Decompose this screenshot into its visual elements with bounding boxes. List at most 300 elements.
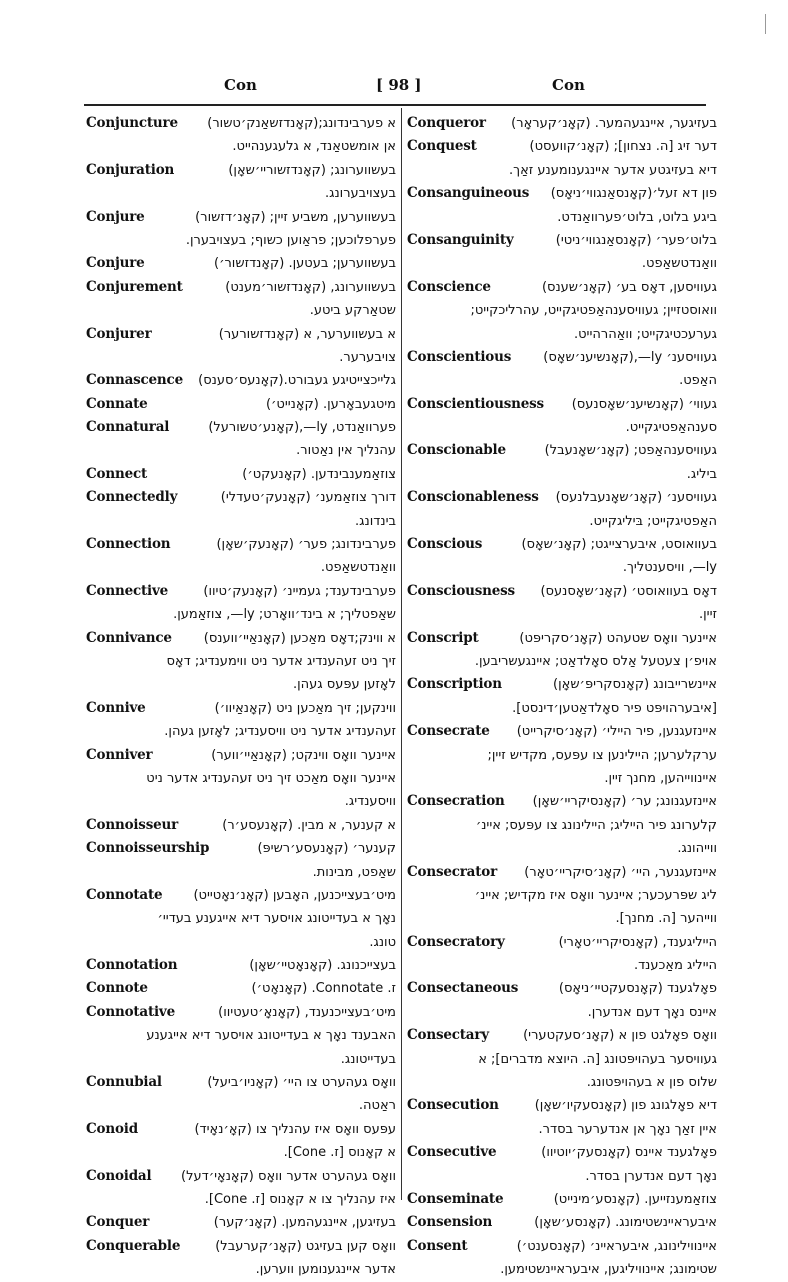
entry-line [407,884,717,907]
dictionary-entry [86,884,396,954]
dictionary-entry [407,346,717,393]
entry-definition: איינשרייבונג (קאָנסקריפּ׳שאָן) [553,677,717,693]
entry-definition: ווייהונג. [677,841,717,857]
entry-definition: נאָך דעם אנדערן בסדר. [585,1168,717,1184]
entry-headword: Connotate [86,886,163,903]
dictionary-entry [86,1211,396,1234]
entry-definition: בעזיגען, איינגעהמען. (קאָנ׳קער) [213,1215,396,1231]
entry-definition: עהנליך אין נאַטור. [296,443,396,459]
entry-line [86,1141,396,1164]
dictionary-entry [407,977,717,1024]
entry-line [86,556,396,579]
entry-definition: לאָזען עפּעס געהן. [292,677,396,693]
entry-line [407,1165,717,1188]
entry-headword: Conquer [86,1214,150,1231]
dictionary-entry [407,931,717,978]
entry-definition: איז עהנליך צו א קאָנוס [ז. Cone]. [204,1191,396,1207]
entry-headword: Conjure [86,255,145,272]
entry-definition: פערפלוכען; פראַוען כשוף; בעצויבערן. [185,232,396,248]
entry-definition: קלערונג פיר הייליג; היילינונג צו עפּעס; איינ׳ [475,817,717,833]
entry-line [407,510,717,533]
header-page-number: [ 98 ] [376,76,422,94]
entry-definition: דיא פאָלגונג פון (קאָנסעקיו׳שאָן) [534,1098,717,1114]
entry-definition: האַפטיגקייט; בּיליגקייט. [589,513,717,529]
entry-headword: Connectedly [86,489,178,506]
dictionary-entry [86,627,396,697]
entry-definition: קענער׳ (קאָנעסע׳רשיפּ) [257,841,396,857]
entry-definition: איינס נאָך דעם אנדערן. [587,1004,717,1020]
entry-definition: איבעראיינשטימונג. (קאָנסע׳שאָן) [534,1215,717,1231]
entry-definition: איינווילינונג, איבעראיינ׳ (קאָנסענט׳) [516,1238,717,1254]
entry-line [86,346,396,369]
entry-line [407,393,717,416]
entry-line [407,1235,717,1258]
dictionary-entry [86,1001,396,1071]
entry-line [407,486,717,509]
entry-definition: וואָס קען בעזיגט (קאָנ׳קערעבל) [215,1238,396,1254]
entry-line [86,650,396,673]
entry-line [407,977,717,1000]
entry-line [407,112,717,135]
entry-headword: Consecrate [407,723,490,740]
page-edge-mark [765,14,766,34]
entry-line [407,580,717,603]
entry-headword: Conquest [407,138,477,155]
entry-headword: Consectaneous [407,980,519,997]
dictionary-entry [407,1235,717,1282]
entry-definition: בעוואוסט, איבערצייגט; (קאָנ׳שאָס) [521,537,717,553]
entry-headword: Conscious [407,536,483,553]
entry-headword: Conniver [86,746,153,763]
entry-definition: גערעכטיגקייט; וואַהרהייט. [574,326,717,342]
entry-headword: Conjurement [86,278,183,295]
entry-line [86,977,396,1000]
entry-definition: בעשווערען, משביע זיין; (קאָנ׳דזשור) [195,209,396,225]
dictionary-entry [86,814,396,837]
dictionary-entry [86,206,396,253]
entry-headword: Consectary [407,1027,489,1044]
entry-definition: איינער וואָס מאַכט זיך ניט זעהענדיג אדער ניט [146,770,396,786]
dictionary-entry [407,182,717,229]
entry-definition: בעשווערען; בעטען. (קאָנדזשור׳) [214,256,396,272]
entry-line [407,276,717,299]
dictionary-entry [407,627,717,674]
entry-headword: Consanguinity [407,231,514,248]
entry-definition: פערבינדונג; פער׳ (קאָנעק׳שאָן) [216,537,396,553]
entry-definition: זיך ניט זעהענדיג אדער ניט ווימענדיג; דאָס [166,653,396,669]
dictionary-entry [407,276,717,346]
entry-line [407,627,717,650]
entry-headword: Conscription [407,676,502,693]
entry-line [86,720,396,743]
entry-line [407,206,717,229]
entry-line [407,767,717,790]
entry-line [86,1235,396,1258]
entry-headword: Conscionableness [407,489,539,506]
entry-definition: פערבינדענד; געמיינ׳ (קאָנעק׳טיוו) [203,583,396,599]
entry-definition: מיט׳בעצייכנען, האָבען (קאָנ׳נאָטייט) [193,887,396,903]
dictionary-entry [407,1141,717,1188]
dictionary-entry [86,112,396,159]
entry-definition: צויבערער. [339,349,396,365]
dictionary-entry [407,1024,717,1094]
column-divider [401,108,402,1200]
entry-definition: גלייכצייטיגע געבורט.(קאָנעס׳סענס) [198,373,396,389]
entry-line [86,533,396,556]
entry-headword: Connotative [86,1003,175,1020]
dictionary-entry [407,393,717,440]
entry-definition: פון דא זעל׳(קאָנסאַנגווי׳ניאָס) [550,186,717,202]
dictionary-entry [86,533,396,580]
entry-definition: שלוס פון א בעהויפּטונג. [586,1075,717,1091]
dictionary-entry [86,977,396,1000]
entry-definition: דאָס בעוואוסט׳ (קאָנ׳שאָסנעס) [540,583,717,599]
entry-definition: וואָס פאָלגט פון א (קאָנ׳סעקטערי) [523,1028,717,1044]
entry-definition: בינדונג. [355,513,396,529]
entry-line [86,159,396,182]
entry-definition: וואוסטזיין; געוויסענהאַפטיגקייט, עהרליכקייט; [470,303,717,319]
entry-line [86,954,396,977]
entry-headword: Connect [86,465,148,482]
entry-line [407,954,717,977]
entry-line [407,323,717,346]
entry-definition: בעצייכנונג. (קאָנאָטיי׳שאָן) [249,958,396,974]
entry-definition: מיטגעבאָרען. (קאָנייט׳) [265,396,396,412]
entry-line [86,276,396,299]
entry-line [407,837,717,860]
entry-line [407,229,717,252]
entry-definition: דיא בעזיגטע אדער איינגענומענע זאַך. [508,162,717,178]
entry-line [86,463,396,486]
entry-definition: ביגע בלוט, בלוט׳פערוואַנדט. [557,209,717,225]
dictionary-entry [407,439,717,486]
dictionary-entry [86,744,396,814]
entry-line [86,486,396,509]
entry-definition: זעהענדיג אדער ניט וויסענדיג; לאָזען געהן. [164,724,396,740]
entry-headword: Conoid [86,1120,138,1137]
entry-line [407,1094,717,1117]
entry-line [407,533,717,556]
entry-definition: פערוואַנדט, ly—,(קאָנע׳טשורעל) [208,420,396,436]
entry-definition: געוויסענהאַפט; (קאָנ׳שאָנעבל) [544,443,717,459]
entry-line [86,112,396,135]
entry-line [407,720,717,743]
entry-line [86,182,396,205]
entry-headword: Conquerable [86,1237,181,1254]
dictionary-entry [407,112,717,135]
entry-headword: Consension [407,1214,493,1231]
entry-line [407,416,717,439]
dictionary-entry [407,135,717,182]
entry-definition: ly—, וויסענטליך. [622,560,717,576]
entry-headword: Consecution [407,1097,499,1114]
entry-line [407,346,717,369]
entry-line [86,837,396,860]
entry-definition: הייליגענד, (קאָנסיקריי׳טאָרי) [558,934,717,950]
dictionary-entry [407,1094,717,1141]
entry-line [86,627,396,650]
entry-headword: Conscript [407,629,479,646]
entry-line [407,252,717,275]
entry-line [86,767,396,790]
entry-line [407,182,717,205]
dictionary-entry [86,252,396,275]
entry-line [86,1024,396,1047]
dictionary-entry [86,463,396,486]
entry-line [407,439,717,462]
entry-line [407,299,717,322]
entry-line [407,369,717,392]
entry-line [407,931,717,954]
entry-headword: Connate [86,395,148,412]
entry-definition: איין זאַך נאָך אן אנדערער בסדר. [538,1121,717,1137]
dictionary-entry [86,1235,396,1282]
entry-definition: מיט׳בעצייכנענד, (קאָנאָ׳טעטיוו) [218,1004,396,1020]
dictionary-entry [86,323,396,370]
entry-line [86,369,396,392]
dictionary-entry [86,1118,396,1165]
entry-headword: Conjure [86,208,145,225]
dictionary-entry [407,861,717,931]
entry-line [407,1118,717,1141]
entry-headword: Connote [86,980,148,997]
entry-line [86,1001,396,1024]
dictionary-entry [86,276,396,323]
entry-headword: Consecratory [407,933,505,950]
entry-line [407,861,717,884]
entry-line [86,673,396,696]
entry-line [86,861,396,884]
entry-headword: Connection [86,536,171,553]
entry-headword: Conjurer [86,325,152,342]
entry-definition: בעשווערונג, (קאָנדזשור׳מענט) [225,279,396,295]
entry-line [407,463,717,486]
dictionary-entry [86,580,396,627]
entry-line [407,1024,717,1047]
dictionary-entry [86,1165,396,1212]
dictionary-entry [86,1071,396,1118]
entry-definition: א קענער, א מבין. (קאָנעסע׳ר) [222,817,396,833]
dictionary-entry [407,673,717,720]
entry-line [86,907,396,930]
entry-definition: א פערבינדונג;(קאָנדזשאַנק׳טשור) [207,116,396,131]
entry-definition: א ווינק;דאָס מאַכען (קאָנאַיי׳ווענס) [203,630,396,646]
entry-headword: Conseminate [407,1190,504,1207]
entry-line [407,1211,717,1234]
entry-definition: בעזיגער, איינגעהמער. (קאָנ׳קעראָר) [511,116,717,131]
entry-line [86,1258,396,1281]
entry-line [86,1165,396,1188]
entry-definition: בעשווערונג; (קאָנדזשוריי׳שאָן) [228,162,396,178]
dictionary-entry [407,486,717,533]
entry-definition: איינווייהען, מחנך זיין. [604,770,717,786]
entry-headword: Connive [86,699,146,716]
entry-headword: Connoisseurship [86,840,210,857]
entry-definition: שאַפטליך; א בינד׳וואָרט; ly—, צוזאַמען. [173,607,396,623]
entry-line [86,416,396,439]
dictionary-entry [86,369,396,392]
entry-line [407,1001,717,1024]
entry-definition: וואָס געהערט אדער וואָס (קאָנאָי׳דעל) [181,1168,396,1184]
entry-line [407,744,717,767]
entry-line [407,814,717,837]
entry-definition: איינזעגנונג; ער׳ (קאָנסיקריי׳שאָן) [532,794,717,810]
dictionary-entry [407,790,717,860]
entry-line [407,1071,717,1094]
header-rule [84,104,706,106]
entry-headword: Consent [407,1237,468,1254]
entry-headword: Connivance [86,629,172,646]
entry-definition: געוויסענ׳ (קאָנ׳שאָנעבלנעס) [555,490,717,506]
left-column [86,112,396,1282]
dictionary-entry [86,697,396,744]
header-left-guide-word: Con [224,76,257,94]
entry-definition: האַפט. [679,373,717,389]
entry-definition: פאָלגענד איינס (קאָנסעק׳יוטיוו) [541,1145,717,1161]
entry-definition: ביליג. [686,466,717,482]
entry-headword: Consecration [407,793,505,810]
entry-headword: Consecutive [407,1144,497,1161]
dictionary-entry [407,1211,717,1234]
entry-headword: Conjuration [86,161,175,178]
entry-headword: Conscionable [407,442,506,459]
entry-definition: צוזאַמענזייען. (קאָנסע׳מינייט) [553,1191,717,1207]
entry-definition: אויפ׳ן צעטעל אַלס סאָלדאַט; איינגעשריבען. [474,653,717,669]
entry-headword: Connubial [86,1074,162,1091]
dictionary-entry [407,1188,717,1211]
dictionary-entry [407,229,717,276]
entry-headword: Connatural [86,419,170,436]
entry-line [407,135,717,158]
entry-line [407,1048,717,1071]
entry-definition: ראַטה. [358,1098,396,1114]
dictionary-entry [407,720,717,790]
entry-line [86,299,396,322]
entry-line [407,1188,717,1211]
entry-line [86,1118,396,1141]
entry-definition: בעדייטונג. [340,1051,396,1067]
entry-line [86,323,396,346]
entry-definition: געוויסען, דאָס בע׳ (קאָנ׳שענס) [541,279,717,295]
entry-headword: Conoidal [86,1167,152,1184]
entry-definition: בעצויבערונג. [324,186,396,202]
entry-headword: Connotation [86,957,178,974]
entry-headword: Connoisseur [86,816,179,833]
entry-definition: בלוט׳פער׳ (קאָנסאַנגווי׳ניטי) [555,232,717,248]
entry-line [86,1048,396,1071]
dictionary-entry [86,393,396,416]
entry-definition: וואַנדטשאַפט. [320,560,396,576]
entry-definition: וויסענדיג. [344,794,396,810]
entry-line [86,697,396,720]
entry-definition: צוזאַמענבינדען. (קאָנעקט׳) [242,466,396,482]
entry-line [86,814,396,837]
entry-definition: איינזעגנען, פיר היילי׳ (קאָנ׳סיקרייט) [516,724,717,740]
entry-definition: ליג שפּרעכער; איינער וואָס איז מקדיש; איינ׳ [474,887,717,903]
entry-definition: סענהאַפטיגקייט. [625,420,717,436]
entry-definition: זיין. [699,607,717,623]
dictionary-entry [407,580,717,627]
entry-line [407,159,717,182]
entry-headword: Consecrator [407,863,497,880]
entry-headword: Connascence [86,372,183,389]
header-right-guide-word: Con [552,76,585,94]
entry-line [86,1071,396,1094]
entry-definition: ווינקען; זיך מאַכען ניט (קאָנאַיוו׳) [214,700,396,716]
entry-definition: דורך צוזאַמענ׳ (קאָנעק׳טעדלי) [220,490,396,506]
entry-line [407,790,717,813]
entry-definition: שטאַרקע ביטע. [309,303,396,319]
entry-definition: ערקלערען; היילינען צו עפּעס, מקדיש זיין; [487,747,717,763]
entry-line [86,1188,396,1211]
entry-line [86,1094,396,1117]
entry-definition: געוויסער בעהויפּטונג [ה. היוצא מדברים]; א [478,1051,717,1067]
entry-line [407,603,717,626]
dictionary-entry [86,954,396,977]
entry-line [86,580,396,603]
entry-definition: אן אומשטאַנד, א גלעגענהייט. [232,139,396,155]
entry-definition: טונג. [369,934,396,950]
entry-line [86,252,396,275]
entry-line [86,439,396,462]
entry-headword: Consanguineous [407,185,530,202]
entry-line [407,697,717,720]
dictionary-entry [86,416,396,463]
dictionary-entry [86,486,396,533]
entry-definition: האבענד נאָך א בעדייטונג אויסער דיא אייגענע [146,1028,396,1044]
entry-line [86,1211,396,1234]
entry-line [86,135,396,158]
entry-definition: געווי׳ (קאָנשיענ׳שאָסנעס) [571,396,717,412]
entry-definition: הייליג מאַכענד. [633,958,717,974]
page-header [90,76,700,102]
entry-line [407,650,717,673]
entry-line [407,673,717,696]
entry-line [86,206,396,229]
entry-definition: שטימונג; איינוויליגען, איבעראיינשטימען. [500,1262,717,1278]
entry-definition: איינער וואָס שטעהט (קאָנ׳סקריפּט) [519,630,717,646]
entry-line [86,603,396,626]
entry-line [86,790,396,813]
entry-definition: פאָלגענד (קאָנסעקטיי׳ניאָס) [558,981,717,997]
entry-line [407,907,717,930]
dictionary-entry [407,533,717,580]
entry-definition: שאַפט, מבינות. [312,864,396,880]
entry-definition: ז. Connotate. (קאָנאָט׳) [251,981,396,997]
entry-definition: [איבערהויפּט פיר סאָלדאַטען׳דינסט]. [512,700,717,716]
entry-line [86,510,396,533]
entry-definition: עפּעס וואָס איז עהנליך צו (קאָ׳נאָיד) [194,1121,396,1137]
entry-line [407,1258,717,1281]
right-column [407,112,717,1282]
entry-definition: נאָך א בעדייטונג אויסער דיא אייגענע בעדיי׳ [157,911,396,927]
entry-definition: איינער וואָס ווינקט; (קאָנאַיי׳ווער) [211,747,396,763]
entry-definition: געוויסענ׳ ly—,(קאָנשיענ׳שאָס) [543,349,717,365]
entry-definition: א בעשווערער, א (קאָנדזשורער) [218,326,396,342]
entry-line [86,744,396,767]
entry-headword: Conscience [407,278,491,295]
entry-line [407,1141,717,1164]
entry-definition: א קאָנוס [ז. Cone]. [283,1145,396,1161]
entry-definition: אדער איינגענומען ווערען. [255,1262,396,1278]
entry-line [86,931,396,954]
entry-definition: דער זיג [ה. נצחון]; (קאָנ׳קוועסט) [529,139,717,155]
entry-definition: וואָס געהערט צו היי׳ (קאָניו׳ביעל) [207,1075,396,1091]
entry-headword: Consciousness [407,582,515,599]
dictionary-entry [86,837,396,884]
entry-headword: Conqueror [407,115,486,131]
entry-definition: וואַנדטשאַפט. [641,256,717,272]
